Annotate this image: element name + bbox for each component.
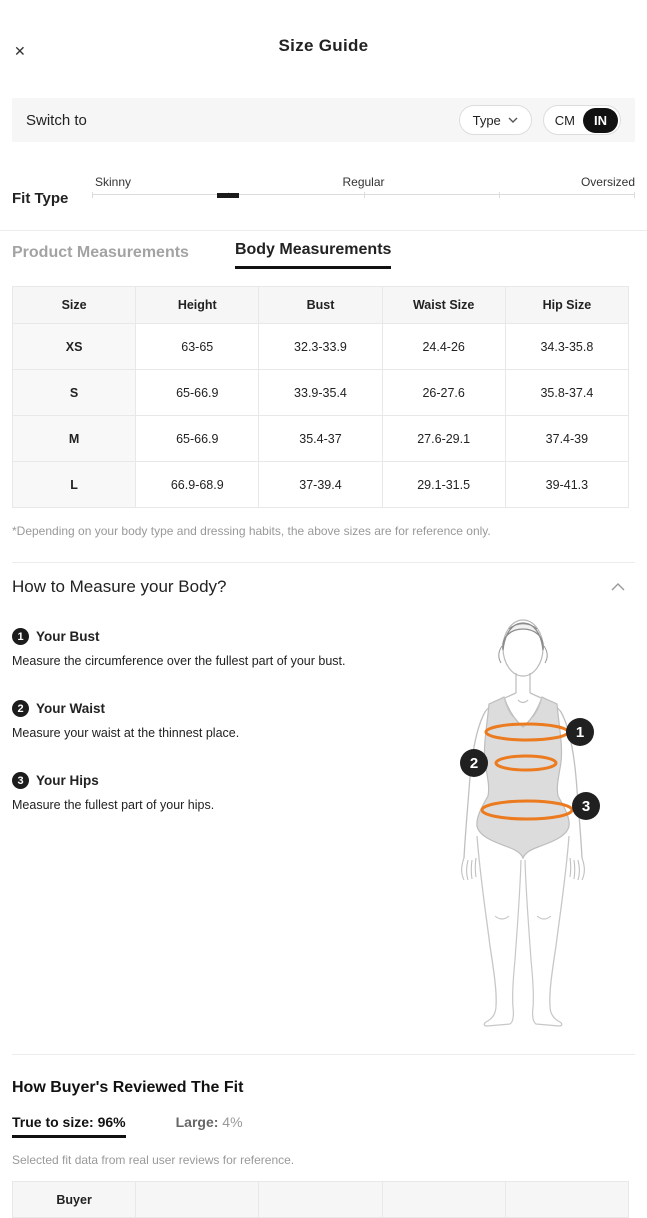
col-height: Height [136,287,259,324]
table-row [13,324,629,370]
measure-item-desc: Measure the circumference over the fullest part of your bust. [12,654,346,668]
unit-toggle[interactable] [543,105,621,135]
fit-review-title: How Buyer's Reviewed The Fit [12,1079,244,1096]
stat-true-to-size[interactable] [12,1114,126,1138]
cell: 37.4-39 [505,416,628,462]
table-row [13,370,629,416]
cell: L [13,462,136,508]
measure-item-title: Your Waist [36,701,106,716]
col [136,1182,259,1218]
tab-body-measurements[interactable]: Body Measurements [235,241,392,269]
fit-scale-skinny: Skinny [95,175,132,189]
svg-text:1: 1 [575,724,585,741]
stat-large[interactable] [176,1114,243,1130]
fit-review-note: Selected fit data from real user reviews for reference. [12,1153,295,1167]
page-title: Size Guide [278,36,369,55]
stat-label: Large: [175,1114,219,1130]
fit-scale-regular: Regular [342,175,385,189]
col [259,1182,382,1218]
switch-bar [12,98,635,142]
measure-item-desc: Measure the fullest part of your hips. [12,798,215,812]
figure-badge-3 [572,792,600,820]
divider [0,230,647,231]
cell: 32.3-33.9 [259,324,382,370]
cell: 65-66.9 [136,416,259,462]
svg-text:3: 3 [581,798,591,815]
stat-value: 96% [97,1114,126,1130]
table-row [13,462,629,508]
cell: M [13,416,136,462]
unit-option-cm[interactable]: CM [554,112,575,128]
badge-1: 1 [12,628,29,645]
badge-3: 3 [12,772,29,789]
stat-value: 4% [222,1114,243,1130]
col-waist: Waist Size [382,287,505,324]
figure-badge-2 [460,749,488,777]
measurement-tabs [12,241,635,269]
cell: 26-27.6 [382,370,505,416]
cell: 35.4-37 [259,416,382,462]
chevron-down-icon [508,117,518,123]
cell: 27.6-29.1 [382,416,505,462]
switch-to-label: Switch to [26,111,87,129]
cell: 39-41.3 [505,462,628,508]
figure-badge-1 [566,718,594,746]
buyer-review-table [12,1181,629,1218]
measure-item-waist [12,700,372,741]
cell: 37-39.4 [259,462,382,508]
cell: 65-66.9 [136,370,259,416]
fit-review-section [12,1054,635,1218]
size-table-footnote: *Depending on your body type and dressing habits, the above sizes are for reference only. [12,524,491,538]
size-table-header [13,287,629,324]
tab-product-measurements[interactable]: Product Measurements [12,244,189,261]
measure-item-desc: Measure your waist at the thinnest place. [12,726,240,740]
body-figure-illustration [437,610,647,1030]
badge-2: 2 [12,700,29,717]
collapse-chevron-up-icon[interactable] [607,579,629,595]
buyer-table-header [13,1182,629,1218]
measure-item-hips [12,772,372,813]
cell: S [13,370,136,416]
measure-guide-title: How to Measure your Body? [12,577,227,596]
cell: 29.1-31.5 [382,462,505,508]
col-buyer: Buyer [13,1182,136,1218]
measure-item-bust [12,628,372,669]
fit-slider-indicator [217,193,239,198]
cell: 66.9-68.9 [136,462,259,508]
fit-type-slider [92,168,635,208]
cell: 63-65 [136,324,259,370]
col [505,1182,628,1218]
cell: 33.9-35.4 [259,370,382,416]
measure-item-title: Your Bust [36,629,100,644]
measure-guide-section [12,562,635,1030]
cell: 34.3-35.8 [505,324,628,370]
unit-option-in-selected[interactable]: IN [583,108,618,133]
cell: 35.8-37.4 [505,370,628,416]
cell: 24.4-26 [382,324,505,370]
type-dropdown[interactable] [459,105,532,135]
fit-type-label: Fit Type [12,190,69,207]
col-hip: Hip Size [505,287,628,324]
cell: XS [13,324,136,370]
col [382,1182,505,1218]
col-bust: Bust [259,287,382,324]
fit-type-row [12,168,635,208]
svg-text:2: 2 [469,755,479,772]
stat-label: True to size: [12,1114,94,1130]
size-table [12,286,629,508]
close-icon[interactable]: ✕ [14,43,26,59]
col-size: Size [13,287,136,324]
measure-item-title: Your Hips [36,773,99,788]
fit-slider-track [92,194,635,204]
type-dropdown-label: Type [472,112,501,128]
fit-scale-oversized: Oversized [580,175,635,189]
table-row [13,416,629,462]
